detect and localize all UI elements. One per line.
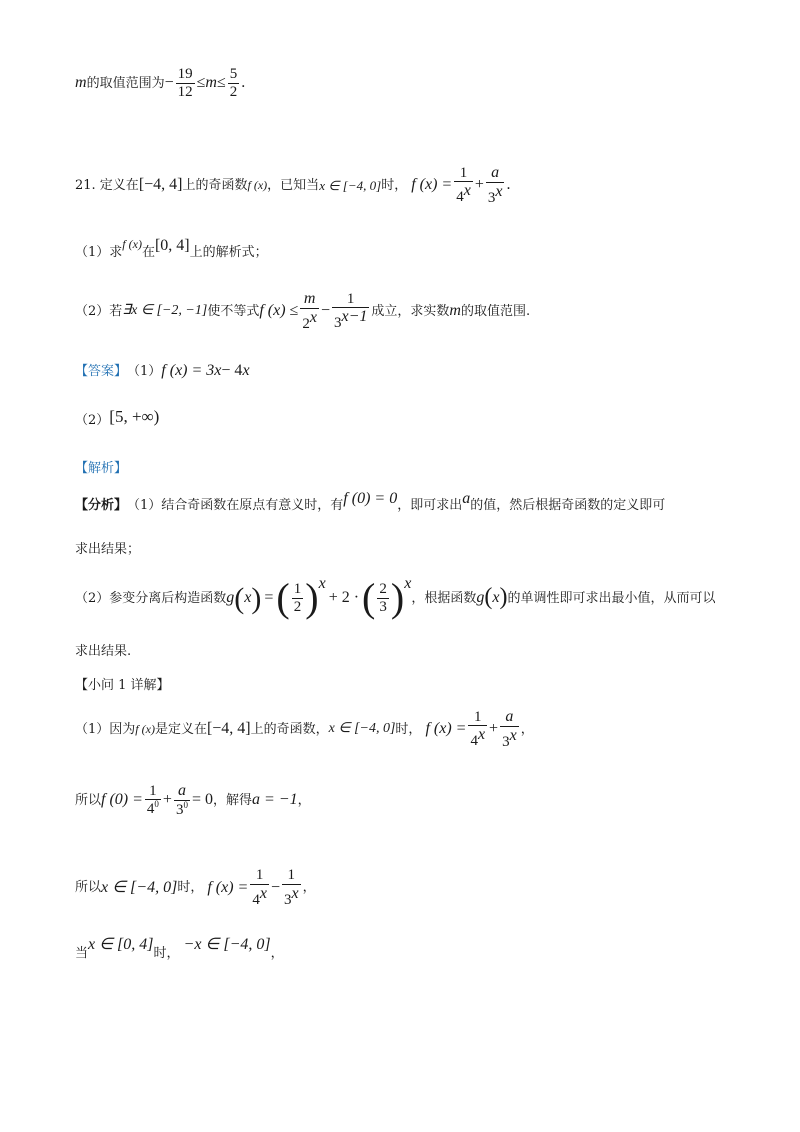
answer-expression: − 4 bbox=[221, 362, 243, 379]
analysis-heading bbox=[75, 462, 127, 475]
text: 的取值范围为 bbox=[86, 75, 165, 91]
label: （2） bbox=[75, 413, 110, 428]
lhs: f (0) = bbox=[101, 791, 143, 809]
plus: + bbox=[162, 791, 172, 809]
exponent: x bbox=[404, 575, 412, 592]
analysis-line-3: （2）参变分离后构造函数 g ( x ) = ( $\frac{1}{2}$ ) $^x$ + 2 · ( $\frac{2}{3}$ ) $^x$ ，根据函数 g ( x ) 的单调性即可求出最小值，从而可以 bbox=[75, 575, 716, 620]
text: （1）因为 bbox=[75, 721, 136, 737]
text: 的值，然后根据奇函数的定义即可 bbox=[470, 497, 666, 513]
var-m: m bbox=[449, 302, 461, 320]
text: 的取值范围. bbox=[460, 303, 531, 319]
exponent: x bbox=[242, 362, 250, 379]
text: 时， bbox=[177, 880, 204, 895]
fraction: $\frac{5}{2}$ bbox=[229, 66, 238, 100]
fraction: $\frac{19}{12}$ bbox=[177, 66, 193, 100]
condition: x ∈ [0, 4] bbox=[88, 936, 154, 953]
text: ，已知当 bbox=[267, 177, 320, 193]
fraction: $\frac{1}{4^x}$ bbox=[252, 867, 267, 908]
var-m: m bbox=[75, 74, 87, 91]
var-x: x bbox=[492, 589, 500, 606]
condition: ∃x ∈ [−2, −1] bbox=[122, 303, 208, 319]
answer-line-1 bbox=[75, 363, 250, 379]
answer-interval: [5, +∞) bbox=[109, 407, 160, 426]
function-fx: f (x) bbox=[122, 237, 142, 251]
lhs: f (x) ≤ bbox=[259, 302, 299, 320]
label: （1） bbox=[127, 363, 162, 379]
detail-line-3 bbox=[75, 867, 316, 908]
minus: − bbox=[270, 878, 280, 896]
minus: − bbox=[320, 302, 330, 320]
plus: + bbox=[489, 720, 499, 738]
fraction: $\frac{2}{3}$ bbox=[379, 581, 387, 615]
fraction: $\frac{a}{3^0}$ bbox=[175, 782, 188, 818]
comma: ， bbox=[297, 792, 311, 808]
function-fx: f (x) bbox=[247, 178, 268, 193]
text: 在 bbox=[141, 244, 155, 260]
question-number: 21. 定义在 bbox=[75, 177, 139, 193]
equals: = bbox=[264, 589, 274, 606]
exponent: x bbox=[214, 362, 222, 379]
detail-heading bbox=[75, 679, 170, 692]
lhs: f (x) = bbox=[411, 176, 453, 194]
text: 时， bbox=[395, 721, 422, 737]
sub-question-1 bbox=[75, 237, 268, 260]
detail-line-1 bbox=[75, 708, 534, 750]
fraction: $\frac{1}{4^x}$ bbox=[470, 708, 486, 750]
fraction: $\frac{1}{2}$ bbox=[293, 581, 302, 615]
fraction: $\frac{1}{3^{x-1}}$ bbox=[333, 290, 368, 332]
text: 上的奇函数 bbox=[182, 177, 248, 193]
prev-range-line bbox=[75, 66, 245, 100]
fraction: $\frac{1}{3^x}$ bbox=[283, 867, 299, 908]
analysis-line-4 bbox=[75, 645, 131, 658]
text: ，解得 bbox=[212, 792, 252, 808]
text: 成立，求实数 bbox=[371, 303, 450, 319]
text: 时， bbox=[153, 945, 180, 961]
plus: + bbox=[474, 176, 484, 194]
text: 求出结果. bbox=[75, 644, 132, 659]
var-a: a bbox=[462, 490, 471, 507]
fraction: $\frac{1}{4^0}$ bbox=[146, 782, 159, 818]
text: 的单调性即可求出最小值，从而可以 bbox=[507, 590, 716, 606]
function-g: g bbox=[476, 589, 485, 606]
condition: −x ∈ [−4, 0] bbox=[183, 936, 271, 953]
text: 使不等式 bbox=[207, 303, 260, 319]
lhs: f (x) = bbox=[207, 878, 249, 896]
fraction: $\frac{a}{3^x}$ bbox=[487, 164, 503, 206]
text: 所以 bbox=[75, 792, 102, 808]
rhs: = 0 bbox=[191, 791, 213, 809]
lhs: f (x) = bbox=[425, 720, 467, 738]
exponent: x bbox=[318, 575, 326, 592]
text: ，根据函数 bbox=[411, 590, 477, 606]
sub-question-2 bbox=[75, 290, 530, 332]
text: 上的解析式； bbox=[189, 244, 268, 260]
text: （1）结合奇函数在原点有意义时，有 bbox=[127, 497, 344, 513]
label: （1）求 bbox=[75, 244, 123, 260]
comma: ， bbox=[520, 721, 534, 737]
var-x: x bbox=[244, 589, 252, 606]
le-sign: ≤ bbox=[196, 74, 206, 91]
fraction: $\frac{a}{3^x}$ bbox=[502, 708, 517, 750]
comma: ， bbox=[270, 945, 284, 961]
le-sign: ≤ bbox=[216, 74, 226, 91]
detail-line-4 bbox=[75, 936, 284, 961]
question-21 bbox=[75, 164, 510, 206]
result: a = −1 bbox=[252, 791, 298, 809]
period: . bbox=[241, 74, 246, 91]
var-m: m bbox=[205, 74, 217, 91]
detail-tag: 【小问 1 详解】 bbox=[75, 678, 170, 693]
text: 时， bbox=[381, 177, 408, 193]
condition: x ∈ [−4, 0] bbox=[319, 177, 382, 193]
analysis-line-1 bbox=[75, 490, 666, 513]
interval: [−4, 4] bbox=[138, 176, 183, 194]
fraction: $\frac{m}{2^x}$ bbox=[302, 290, 317, 332]
text: 求出结果； bbox=[75, 542, 141, 557]
answer-line-2 bbox=[75, 407, 160, 429]
analysis-line-2 bbox=[75, 543, 140, 556]
function-g: g bbox=[226, 589, 235, 606]
interval: [−4, 4] bbox=[206, 720, 251, 738]
condition: x ∈ [−4, 0] bbox=[101, 878, 178, 896]
detail-line-2 bbox=[75, 782, 311, 818]
comma: ， bbox=[302, 880, 316, 895]
function-fx: f (x) bbox=[135, 722, 155, 737]
period: . bbox=[506, 176, 511, 194]
text: （2）参变分离后构造函数 bbox=[75, 590, 227, 606]
text: 上的奇函数， bbox=[250, 721, 329, 737]
neg-sign: − bbox=[164, 74, 174, 91]
text: 当 bbox=[75, 945, 89, 961]
equation: f (0) = 0 bbox=[343, 490, 398, 507]
condition: x ∈ [−4, 0] bbox=[328, 721, 396, 737]
analysis-tag: 【分析】 bbox=[75, 497, 128, 513]
plus-two: + 2 · bbox=[328, 589, 360, 606]
answer-tag: 【答案】 bbox=[75, 363, 128, 379]
answer-expression: f (x) = 3 bbox=[161, 362, 215, 379]
fraction: $\frac{1}{4^x}$ bbox=[456, 164, 471, 206]
text: 所以 bbox=[75, 880, 102, 895]
analysis-heading-text: 【解析】 bbox=[75, 461, 128, 476]
interval: [0, 4] bbox=[154, 237, 190, 254]
text: ，即可求出 bbox=[397, 497, 463, 513]
label: （2）若 bbox=[75, 303, 123, 319]
text: 是定义在 bbox=[154, 721, 207, 737]
